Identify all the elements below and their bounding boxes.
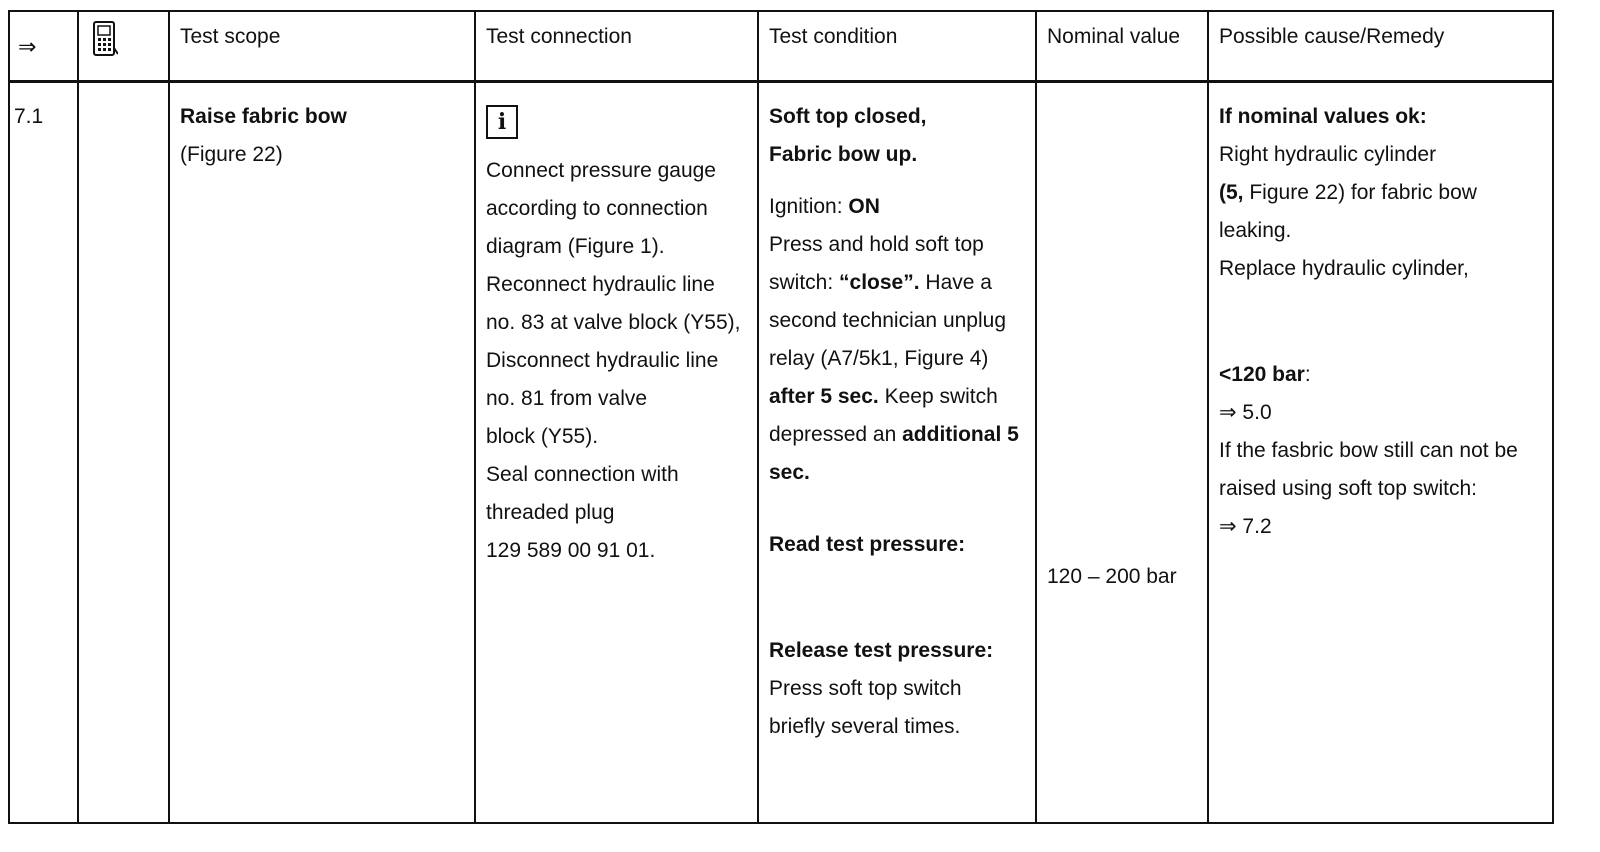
text-span: : — [1304, 363, 1311, 386]
condition-line — [769, 264, 1019, 302]
connection-line: Reconnect hydraulic line — [486, 273, 715, 296]
condition-line — [769, 378, 1019, 416]
condition-line: sec. — [769, 461, 810, 484]
cause-title: If nominal values ok: — [1219, 105, 1427, 128]
text-span: depressed an — [769, 423, 897, 446]
connection-line: threaded plug — [486, 501, 615, 524]
release-pressure-label: Release test pressure: — [769, 639, 994, 662]
ignition-value: ON — [848, 195, 880, 218]
condition-line: Press soft top switch — [769, 677, 962, 700]
divider — [77, 12, 79, 822]
condition-line: second technician unplug — [769, 309, 1007, 332]
text-span: Keep switch — [884, 385, 998, 408]
divider — [474, 12, 476, 822]
cause-line — [1219, 174, 1518, 212]
text-span: Figure 22) for fabric bow — [1249, 181, 1477, 204]
text-span: “close”. — [839, 271, 920, 294]
condition-line: Fabric bow up. — [769, 143, 918, 166]
read-pressure-label: Read test pressure: — [769, 533, 966, 556]
cause-line: raised using soft top switch: — [1219, 477, 1477, 500]
text-span: (5, — [1219, 181, 1244, 204]
header-test-scope: Test scope — [180, 25, 281, 48]
text-span: switch: — [769, 271, 834, 294]
header-divider — [10, 80, 1552, 83]
connection-line: diagram (Figure 1). — [486, 235, 665, 258]
test-table — [8, 10, 1554, 824]
connection-line: no. 81 from valve — [486, 387, 648, 410]
divider — [1035, 12, 1037, 822]
ignition-label: Ignition: — [769, 195, 843, 218]
possible-cause — [1219, 98, 1518, 546]
condition-line: Press and hold soft top — [769, 233, 984, 256]
divider — [168, 12, 170, 822]
goto-link: ⇒ 7.2 — [1219, 515, 1272, 538]
connection-line: Connect pressure gauge — [486, 159, 716, 182]
divider — [1207, 12, 1209, 822]
connection-line: 129 589 00 91 01. — [486, 539, 656, 562]
test-condition — [769, 98, 1019, 746]
goto-link: ⇒ 5.0 — [1219, 401, 1272, 424]
connection-line: no. 83 at valve block (Y55), — [486, 311, 741, 334]
header-nominal-value: Nominal value — [1047, 25, 1181, 48]
connection-line: Seal connection with — [486, 463, 679, 486]
test-scope — [180, 98, 347, 174]
scope-title: Raise fabric bow — [180, 105, 347, 128]
cause-line: Replace hydraulic cylinder, — [1219, 257, 1469, 280]
text-span: <120 bar — [1219, 363, 1305, 386]
text-span: after 5 sec. — [769, 385, 879, 408]
step-number: 7.1 — [14, 105, 44, 128]
cause-line: leaking. — [1219, 219, 1292, 242]
tester-icon — [92, 20, 118, 71]
info-icon: i — [486, 105, 518, 139]
ignition-line — [769, 188, 1019, 226]
header-possible-cause: Possible cause/Remedy — [1219, 25, 1445, 48]
connection-line: according to connection — [486, 197, 708, 220]
nominal-value: 120 – 200 bar — [1047, 565, 1177, 588]
connection-line: Disconnect hydraulic line — [486, 349, 719, 372]
condition-line: Soft top closed, — [769, 105, 927, 128]
cause-line: If the fasbric bow still can not be — [1219, 439, 1518, 462]
condition-line: briefly several times. — [769, 715, 961, 738]
text-span: additional 5 — [902, 423, 1019, 446]
condition-line: relay (A7/5k1, Figure 4) — [769, 347, 989, 370]
header-test-connection: Test connection — [486, 25, 632, 48]
divider — [757, 12, 759, 822]
arrow-icon: ⇒ — [18, 34, 37, 59]
cause-line: Right hydraulic cylinder — [1219, 143, 1437, 166]
connection-line: block (Y55). — [486, 425, 599, 448]
test-connection — [486, 104, 740, 570]
condition-line — [769, 416, 1019, 454]
cause-line — [1219, 356, 1518, 394]
header-test-condition: Test condition — [769, 25, 898, 48]
scope-figure: (Figure 22) — [180, 143, 283, 166]
text-span: Have a — [925, 271, 992, 294]
